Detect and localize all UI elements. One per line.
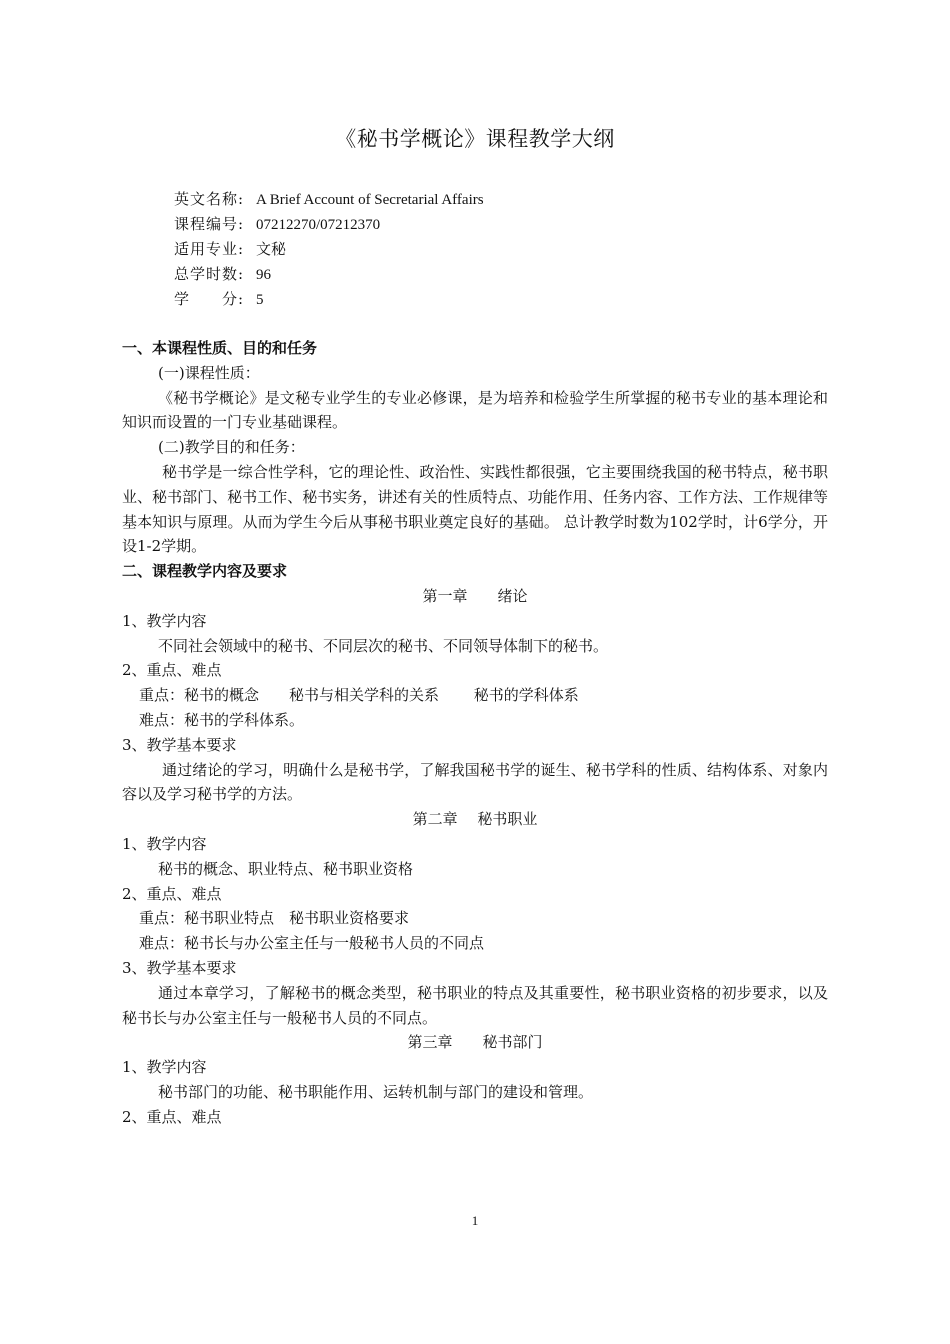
meta-value: 07212270/07212370 [256,217,381,233]
meta-label: 英文名称: [174,190,245,208]
subsection-label: (二)教学目的和任务： [158,438,305,457]
item-label: 3、教学基本要求 [122,958,237,977]
meta-row-major [174,237,484,262]
subsection-label: (一)课程性质： [158,363,260,382]
item-label: 2、重点、难点 [122,661,222,680]
chapter-title: 第一章 绪论 [422,586,528,605]
item-text: 秘书的概念、职业特点、秘书职业资格 [158,859,414,878]
page-title: 《秘书学概论》课程教学大纲 [335,127,615,151]
item-label: 3、教学基本要求 [122,735,237,754]
item-label: 2、重点、难点 [122,1107,222,1126]
meta-row-credits [174,287,484,312]
meta-label: 总学时数: [174,265,245,283]
key-points: 重点：秘书的概念 秘书与相关学科的关系 秘书的学科体系 [139,686,579,705]
meta-row-english-name [174,187,484,212]
meta-row-course-code [174,212,484,237]
item-text: 秘书部门的功能、秘书职能作用、运转机制与部门的建设和管理。 [158,1082,594,1101]
meta-value: 96 [256,267,271,283]
key-points: 重点：秘书职业特点 秘书职业资格要求 [139,909,410,928]
paragraph-requirements: 通过本章学习，了解秘书的概念类型，秘书职业的特点及其重要性，秘书职业资格的初步要求，以及秘书长与办公室主任与一般秘书人员的不同点。 [122,983,828,1027]
meta-value: 文秘 [256,242,287,258]
item-label: 1、教学内容 [122,834,207,853]
meta-label: 适用专业: [174,240,245,258]
meta-label: 课程编号: [174,215,245,233]
meta-row-total-hours [174,262,484,287]
chapter-title: 第二章 秘书职业 [412,810,538,829]
difficult-points: 难点：秘书长与办公室主任与一般秘书人员的不同点 [139,934,485,953]
chapter-title: 第三章 秘书部门 [407,1033,543,1052]
difficult-points: 难点：秘书的学科体系。 [139,710,305,729]
meta-value: A Brief Account of Secretarial Affairs [256,192,484,208]
section-heading: 一、本课程性质、目的和任务 [122,339,318,357]
meta-label: 学 分: [174,290,245,308]
page-number: 1 [471,1213,479,1228]
item-label: 1、教学内容 [122,1058,207,1077]
paragraph-course-nature: 《秘书学概论》是文秘专业学生的专业必修课，是为培养和检验学生所掌握的秘书专业的基本理论和知识而设置的一门专业基础课程。 [122,388,828,432]
document-body [122,336,828,1130]
meta-value: 5 [256,292,264,308]
section-heading: 二、课程教学内容及要求 [122,562,288,581]
paragraph-goals: 秘书学是一综合性学科，它的理论性、政治性、实践性都很强，它主要围绕我国的秘书特点，秘书职业、秘书部门、秘书工作、秘书实务，讲述有关的性质特点、功能作用、任务内容、工作方法、工作规律等基本知识与原理。从而为学生今后从事秘书职业奠定良好的基础。 总计教学时数为102学时，计6学分，开设1-2学期。 [122,462,828,556]
course-meta [174,187,484,312]
paragraph-requirements: 通过绪论的学习，明确什么是秘书学，了解我国秘书学的诞生、秘书学科的性质、结构体系、对象内容以及学习秘书学的方法。 [122,760,828,804]
item-label: 1、教学内容 [122,611,207,630]
item-text: 不同社会领域中的秘书、不同层次的秘书、不同领导体制下的秘书。 [158,636,609,655]
item-label: 2、重点、难点 [122,884,222,903]
